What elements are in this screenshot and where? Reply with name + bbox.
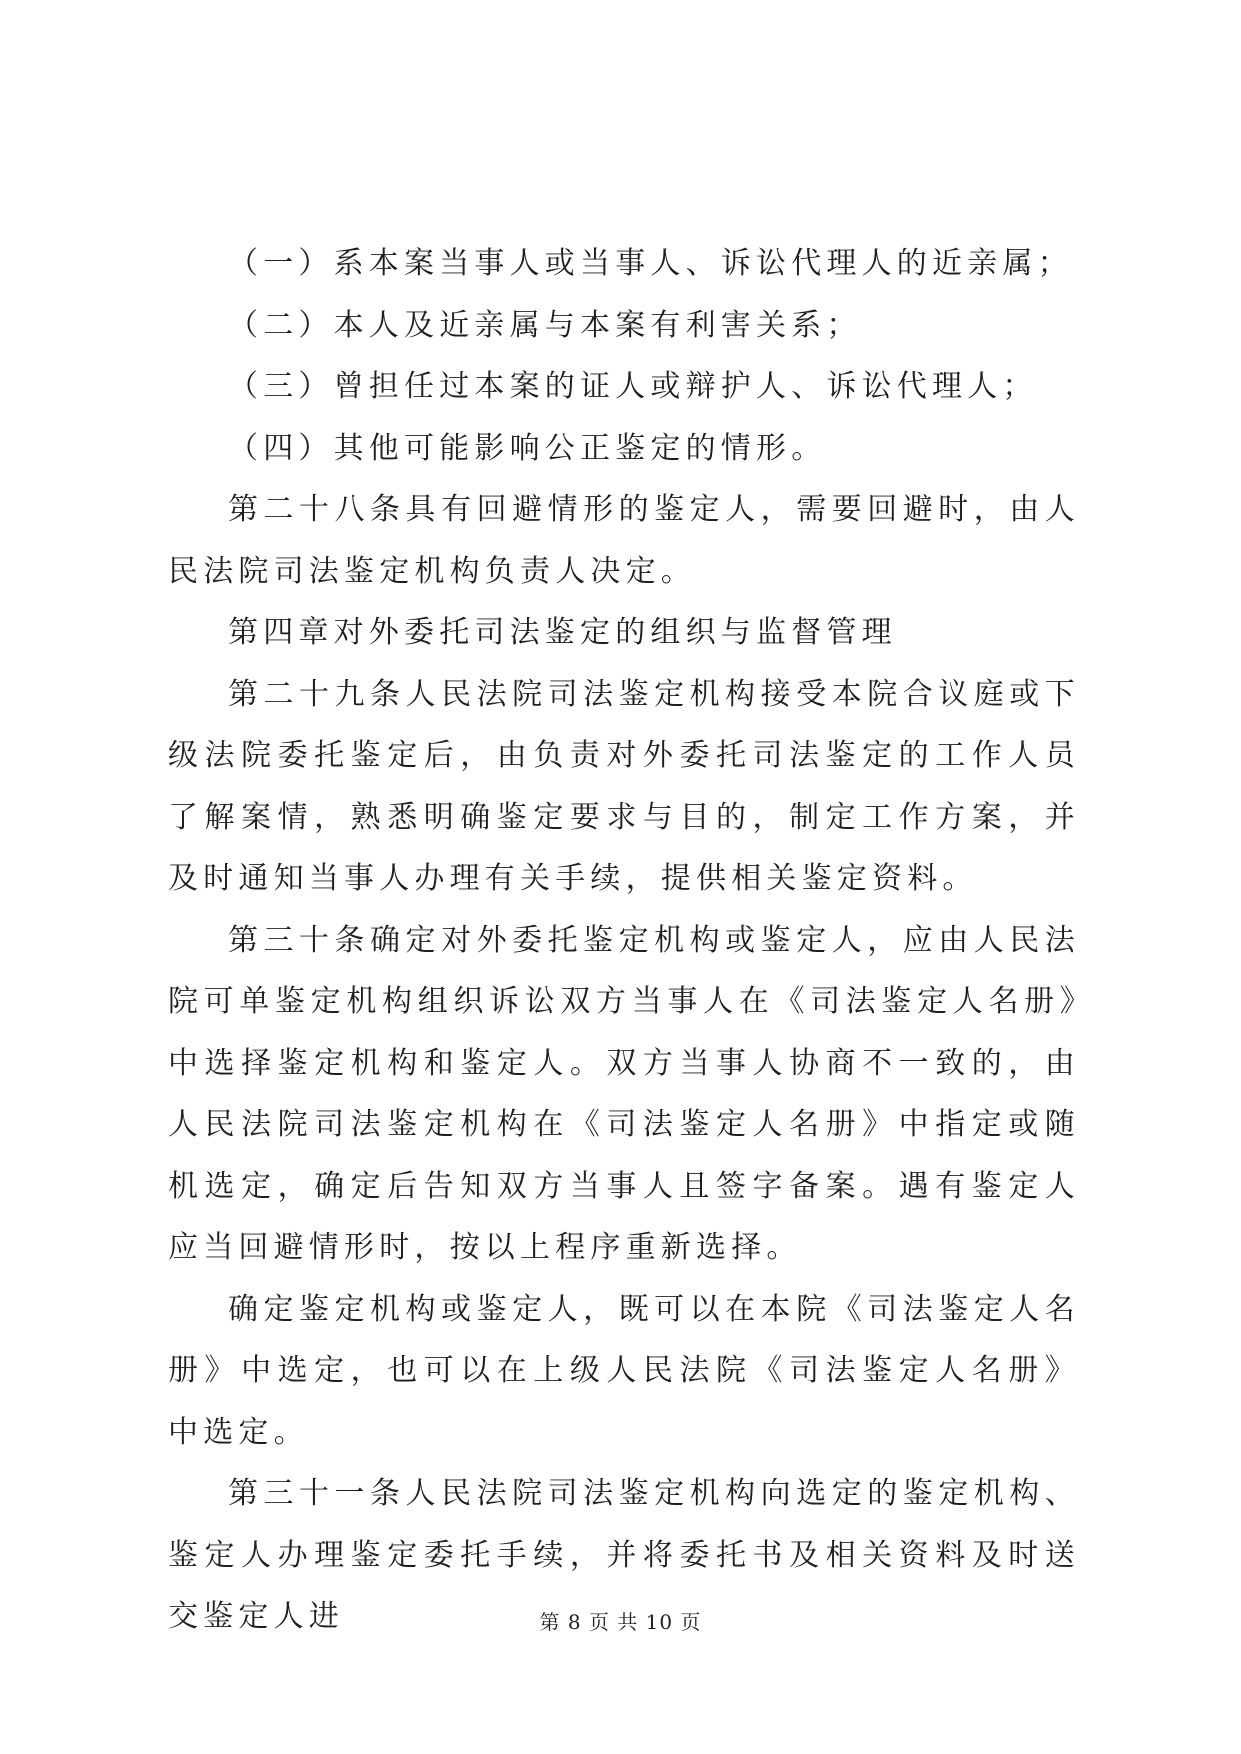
paragraph-article-29: 第二十九条人民法院司法鉴定机构接受本院合议庭或下级法院委托鉴定后，由负责对外委托司法鉴定的工作人员了解案情，熟悉明确鉴定要求与目的，制定工作方案，并及时通知当事人办理有关手续，提供相关鉴定资料。 [168,676,1080,896]
paragraph-selection-note: 确定鉴定机构或鉴定人，既可以在本院《司法鉴定人名册》中选定，也可以在上级人民法院《司法鉴定人名册》中选定。 [168,1291,1080,1450]
document-body [168,233,1080,1648]
paragraph-item-1: （一）系本案当事人或当事人、诉讼代理人的近亲属； [228,246,1073,281]
paragraph-item-2: （二）本人及近亲属与本案有利害关系； [228,307,862,343]
paragraph-article-28: 第二十八条具有回避情形的鉴定人，需要回避时，由人民法院司法鉴定机构负责人决定。 [168,492,1080,589]
paragraph-article-30: 第三十条确定对外委托鉴定机构或鉴定人，应由人民法院可单鉴定机构组织诉讼双方当事人在《司法鉴定人名册》中选择鉴定机构和鉴定人。双方当事人协商不一致的，由人民法院司法鉴定机构在《司法鉴定人名册》中指定或随机选定，确定后告知双方当事人且签字备案。遇有鉴定人应当回避情形时，按以上程序重新选择。 [168,922,1080,1265]
paragraph-item-3: （三）曾担任过本案的证人或辩护人、诉讼代理人； [228,369,1038,404]
page-number-footer: 第 8 页 共 10 页 [539,1610,702,1634]
paragraph-item-4: （四）其他可能影响公正鉴定的情形。 [228,430,827,466]
paragraph-article-31: 第三十一条人民法院司法鉴定机构向选定的鉴定机构、鉴定人办理鉴定委托手续，并将委托书及相关资料及时送交鉴定人进 [168,1476,1080,1634]
chapter-heading: 第四章对外委托司法鉴定的组织与监督管理 [228,615,897,650]
